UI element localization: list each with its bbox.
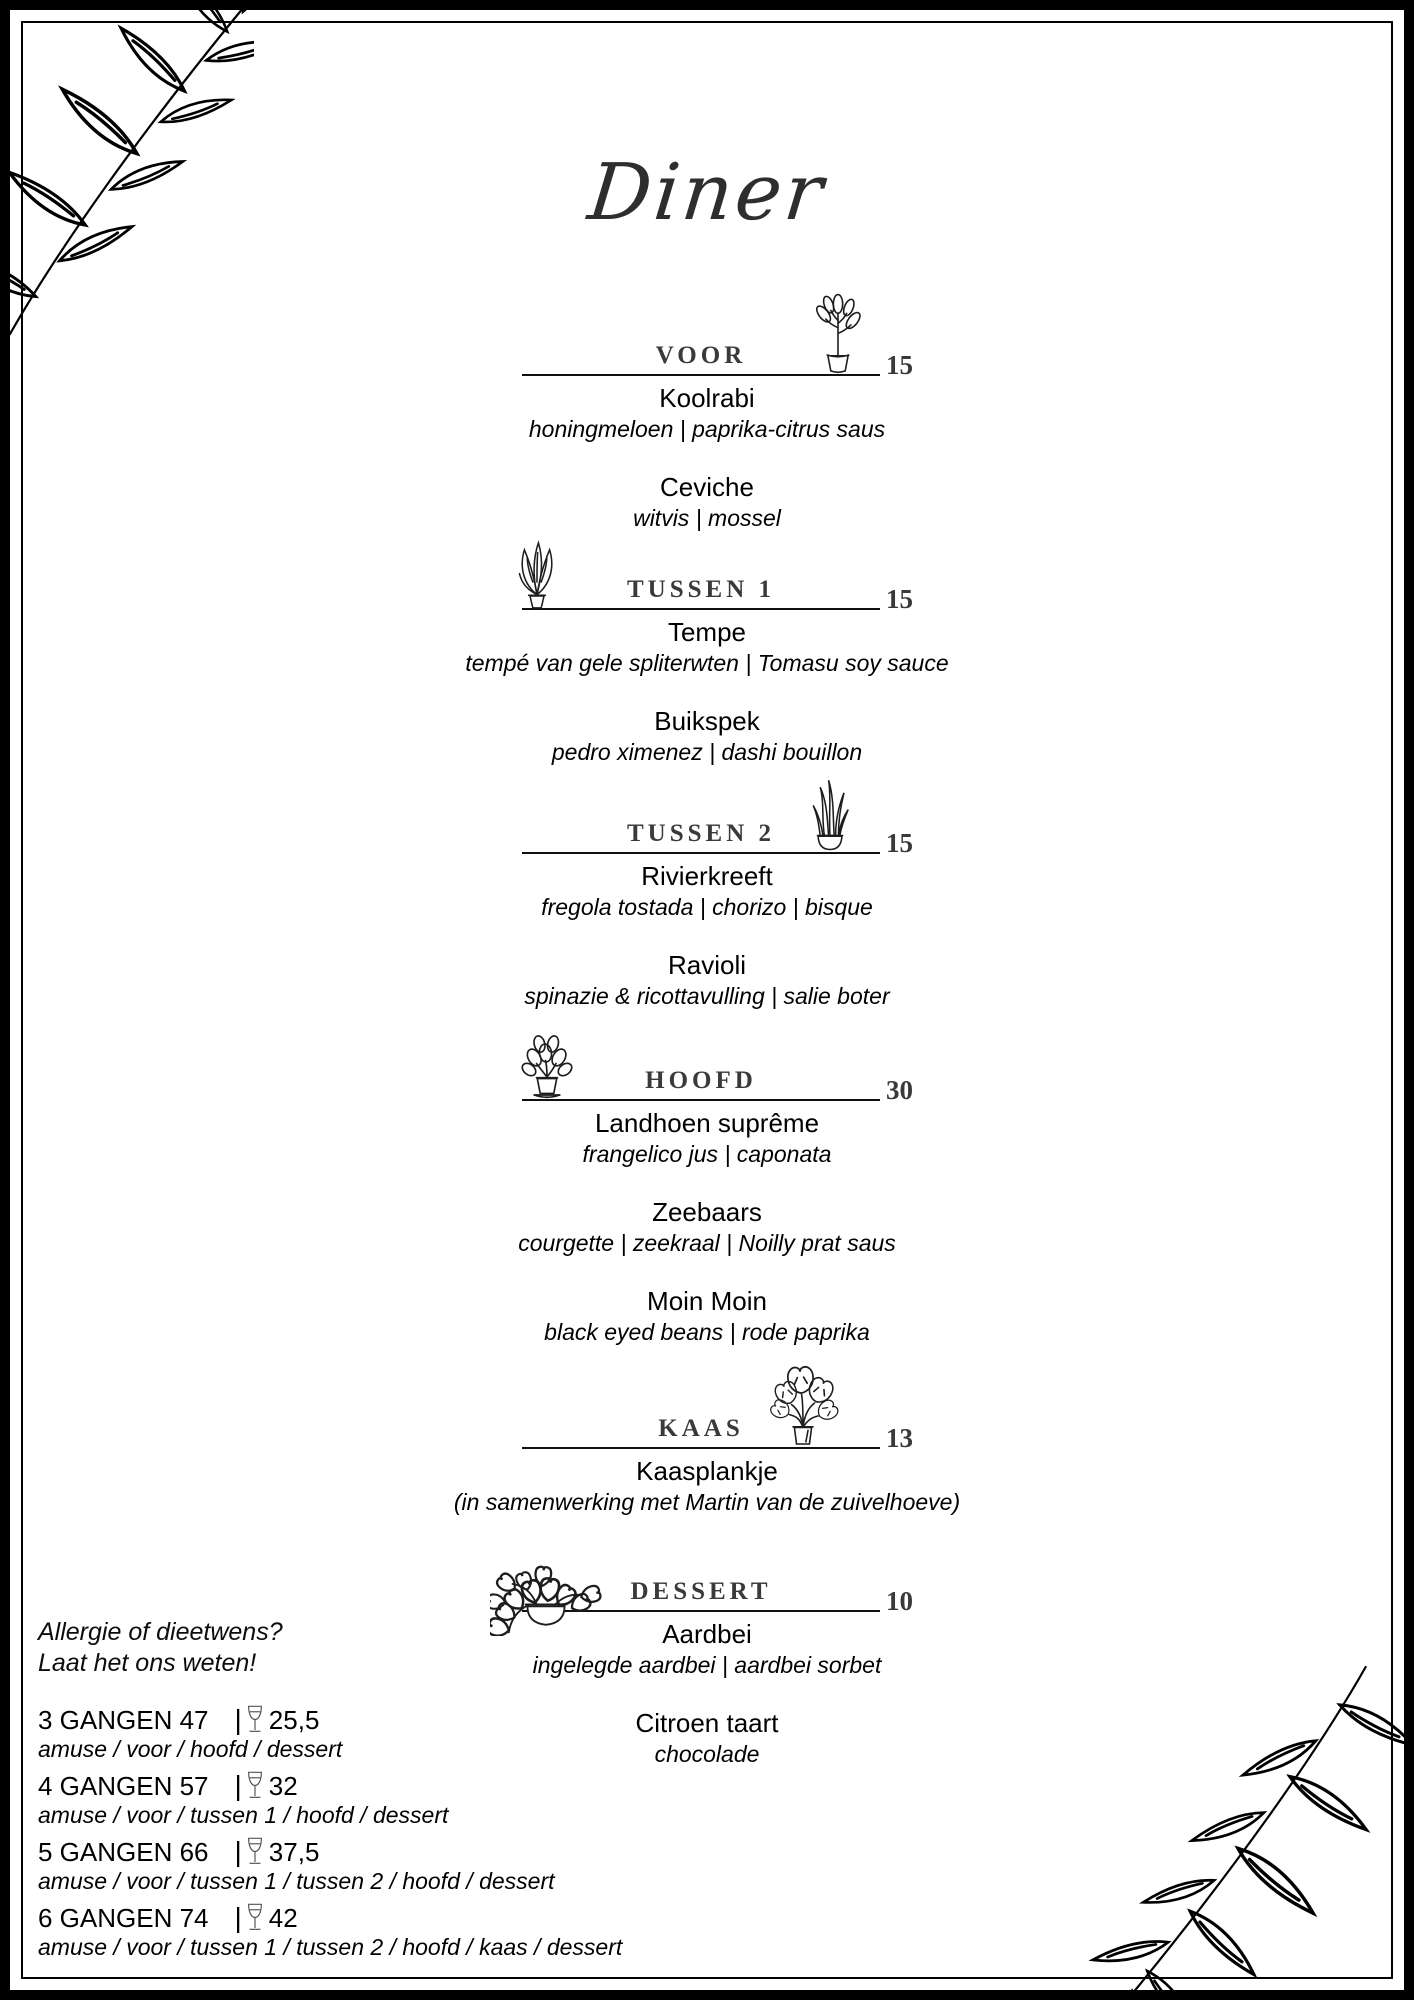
dish <box>357 471 1057 532</box>
menu-option-label: 5 GANGEN 66 <box>38 1837 209 1867</box>
dish-list <box>357 1455 1057 1516</box>
dish <box>357 1107 1057 1168</box>
dish-name: Kaasplankje <box>636 1456 778 1486</box>
dish <box>357 382 1057 443</box>
dish <box>357 949 1057 1010</box>
wine-glass-icon <box>245 1902 265 1933</box>
potted-plant-peperomia-icon <box>505 1011 589 1101</box>
separator-bar: | <box>234 1770 242 1801</box>
section-price: 15 <box>886 350 913 380</box>
section-title: DESSERT <box>630 1578 772 1605</box>
menu-option-5-gangen <box>38 1836 622 1895</box>
section-price: 13 <box>886 1423 913 1453</box>
section-price: 15 <box>886 584 913 614</box>
section-header <box>522 1066 913 1105</box>
section-title: VOOR <box>655 342 747 369</box>
olive-branch-icon <box>1080 1662 1414 2000</box>
potted-plant-snake-icon <box>795 768 865 854</box>
menu-option-courses: amuse / voor / tussen 1 / tussen 2 / hoofd / dessert <box>38 1868 555 1894</box>
dish-description: spinazie & ricottavulling | salie boter <box>524 983 890 1009</box>
dish-list <box>357 860 1057 1010</box>
dish-name: Koolrabi <box>659 383 755 413</box>
potted-plant-pothos-icon <box>490 1532 602 1636</box>
dish-description: ingelegde aardbei | aardbei sorbet <box>532 1652 882 1678</box>
dish <box>357 1285 1057 1346</box>
section-voor <box>357 341 1057 560</box>
dish-description: witvis | mossel <box>633 505 781 531</box>
section-header <box>522 819 913 858</box>
separator-bar: | <box>234 1836 242 1867</box>
menu-option-courses: amuse / voor / tussen 1 / hoofd / dessert <box>38 1802 449 1828</box>
section-title: TUSSEN 1 <box>626 576 775 603</box>
allergy-note-line1: Allergie of dieetwens? <box>38 1618 283 1646</box>
menu-option-row <box>38 1704 622 1735</box>
dish-name: Ceviche <box>660 472 754 502</box>
menu-option-label: 4 GANGEN 57 <box>38 1771 209 1801</box>
menu-option-row <box>38 1836 622 1867</box>
wine-pairing-price: 42 <box>268 1903 298 1933</box>
section-kaas <box>357 1414 1057 1544</box>
menu-option-3-gangen <box>38 1704 622 1763</box>
allergy-note-line2: Laat het ons weten! <box>38 1649 257 1677</box>
dish-name: Citroen taart <box>635 1708 779 1738</box>
menu-option-label: 3 GANGEN 47 <box>38 1705 209 1735</box>
menu-option-row <box>38 1770 622 1801</box>
dish-description: black eyed beans | rode paprika <box>544 1319 870 1345</box>
dish-list <box>357 1107 1057 1346</box>
potted-plant-broadleaf-icon <box>497 526 577 610</box>
dish-name: Rivierkreeft <box>641 861 773 891</box>
dish-name: Aardbei <box>662 1619 752 1649</box>
dish-list <box>357 382 1057 532</box>
dish-name: Zeebaars <box>652 1197 762 1227</box>
section-price: 15 <box>886 828 913 858</box>
wine-glass-icon <box>245 1704 265 1735</box>
dish-description: (in samenwerking met Martin van de zuivelhoeve) <box>453 1489 961 1515</box>
wine-pairing-price: 25,5 <box>268 1705 320 1735</box>
section-header <box>522 575 913 614</box>
dish-description: pedro ximenez | dashi bouillon <box>551 739 863 765</box>
section-title: KAAS <box>658 1415 744 1442</box>
wine-glass-icon <box>245 1836 265 1867</box>
allergy-note <box>38 1617 283 1679</box>
dish-description: fregola tostada | chorizo | bisque <box>541 894 873 920</box>
section-title: TUSSEN 2 <box>626 820 775 847</box>
dish-name: Moin Moin <box>647 1286 767 1316</box>
menu-option-label: 6 GANGEN 74 <box>38 1903 209 1933</box>
dish-description: honingmeloen | paprika-citrus saus <box>528 416 886 442</box>
menu-option-row <box>38 1902 622 1933</box>
dish-description: frangelico jus | caponata <box>582 1141 832 1167</box>
menu-option-courses: amuse / voor / tussen 1 / tussen 2 / hoofd / kaas / dessert <box>38 1934 623 1960</box>
dish-description: chocolade <box>654 1741 760 1767</box>
page-title: Diner <box>584 148 830 238</box>
course-menus <box>38 1704 622 1968</box>
separator-bar: | <box>234 1902 242 1933</box>
menu-option-4-gangen <box>38 1770 622 1829</box>
dish-name: Buikspek <box>654 706 760 736</box>
dish <box>357 1196 1057 1257</box>
section-hoofd <box>357 1066 1057 1374</box>
wine-pairing-price: 37,5 <box>268 1837 320 1867</box>
wine-glass-icon <box>245 1770 265 1801</box>
potted-plant-monstera-icon <box>764 1363 842 1449</box>
dish-description: courgette | zeekraal | Noilly prat saus <box>518 1230 896 1256</box>
section-price: 10 <box>886 1586 913 1616</box>
dish-name: Ravioli <box>667 950 747 980</box>
section-price: 30 <box>886 1075 913 1105</box>
section-header <box>522 1414 913 1453</box>
dish-description: tempé van gele spliterwten | Tomasu soy sauce <box>465 650 949 676</box>
section-header <box>522 1577 913 1616</box>
wine-pairing-price: 32 <box>268 1771 298 1801</box>
dish <box>357 616 1057 677</box>
menu-option-courses: amuse / voor / hoofd / dessert <box>38 1736 343 1762</box>
dish <box>357 1618 1057 1679</box>
section-tussen-1 <box>357 575 1057 794</box>
dish-list <box>357 616 1057 766</box>
dish <box>357 1455 1057 1516</box>
section-title: HOOFD <box>645 1067 757 1094</box>
separator-bar: | <box>234 1704 242 1735</box>
menu-option-6-gangen <box>38 1902 622 1961</box>
dish <box>357 860 1057 921</box>
section-header <box>522 341 913 380</box>
section-tussen-2 <box>357 819 1057 1038</box>
dish <box>357 705 1057 766</box>
dish-name: Tempe <box>667 617 747 647</box>
dish-name: Landhoen suprême <box>594 1108 820 1138</box>
potted-plant-ficus-icon <box>802 288 874 376</box>
